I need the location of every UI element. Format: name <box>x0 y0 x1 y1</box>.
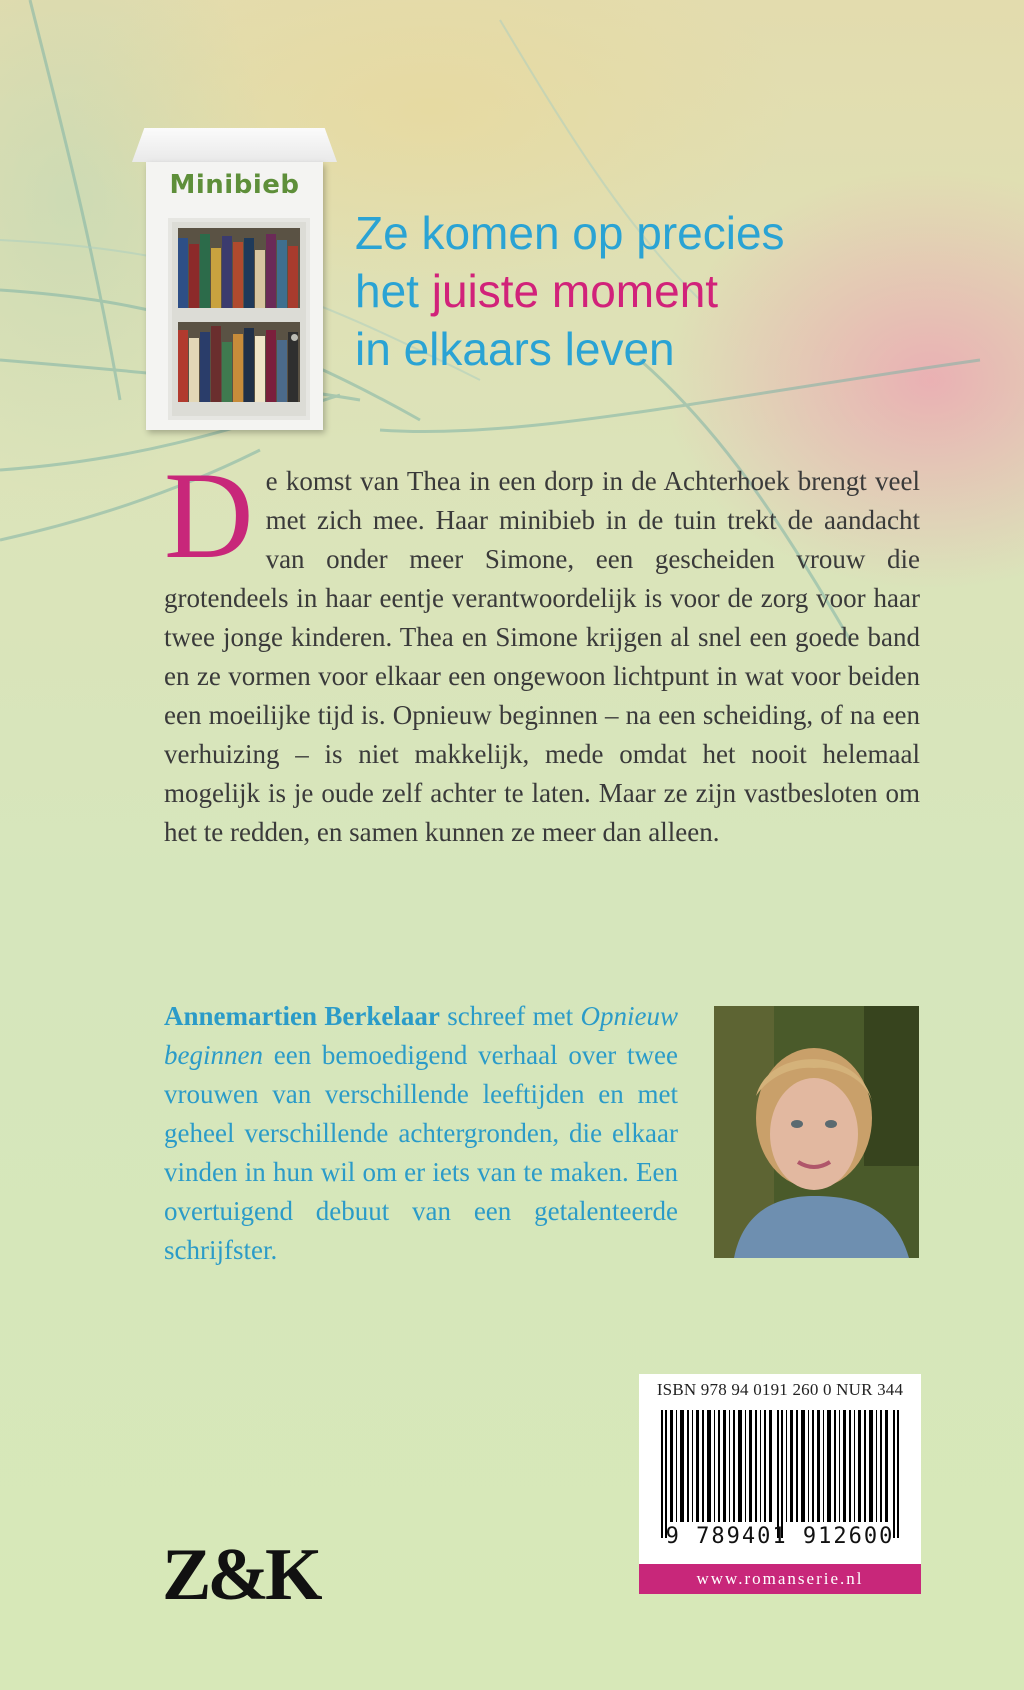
author-text-2: een bemoedigend verhaal over twee vrouwen van verschillende leeftijden en met geheel verschillende achtergronden, die elkaar vinden in hun wil om er iets van te maken. Een overtuigend debuut van een getalenteerde schrijfster. <box>164 1040 678 1265</box>
book-title: Opnieuw beginnen <box>164 1001 678 1070</box>
minibieb-cabinet-image <box>132 128 337 433</box>
website-link[interactable]: www.romanserie.nl <box>639 1564 921 1594</box>
book <box>200 234 210 308</box>
cabinet-knob <box>291 334 298 341</box>
headline-line-2-prefix: het <box>355 265 432 317</box>
book <box>211 248 221 308</box>
publisher-logo <box>162 1530 342 1620</box>
isbn-text: ISBN 978 94 0191 260 0 NUR 344 <box>656 1380 904 1399</box>
cover-headline <box>355 204 975 378</box>
book <box>255 250 265 308</box>
book-shelf-bottom <box>178 322 300 402</box>
blurb-paragraph <box>164 447 920 852</box>
book <box>178 238 188 308</box>
headline-highlight: juiste moment <box>431 265 719 317</box>
cabinet-door <box>168 218 310 420</box>
book <box>288 246 298 308</box>
drop-cap: D <box>164 447 254 584</box>
headline-line-3: in elkaars leven <box>355 323 675 375</box>
book <box>211 326 221 402</box>
book <box>288 332 298 402</box>
author-paragraph <box>164 997 678 1270</box>
barcode-box <box>639 1374 921 1594</box>
cabinet-roof <box>132 128 337 162</box>
book <box>178 330 188 402</box>
book <box>222 236 232 308</box>
book <box>200 332 210 402</box>
book <box>189 338 199 402</box>
book <box>266 234 276 308</box>
author-photo <box>714 1006 919 1258</box>
book <box>255 336 265 402</box>
blurb-text: e komst van Thea in een dorp in de Achterhoek brengt veel met zich mee. Haar minibieb in de tuin trekt de aandacht van onder meer Simone, een gescheiden vrouw die grotendeels in haar eentje verantwoordelijk is voor de zorg voor haar twee jonge kinderen. Thea en Simone krijgen al snel een goede band en ze vormen voor elkaar een ongewoon lichtpunt in wat voor beiden een moeilijke tijd is. Opnieuw beginnen – na een scheiding, of na een verhuizing – is niet makkelijk, mede omdat het nooit helemaal mogelijk is je oude zelf achter te laten. Maar ze zijn vastbesloten om het te redden, en samen kunnen ze meer dan alleen. <box>164 466 920 847</box>
book <box>266 330 276 402</box>
book <box>244 328 254 402</box>
headline-line-1: Ze komen op precies <box>355 207 785 259</box>
author-name: Annemartien Berkelaar <box>164 1001 440 1031</box>
book <box>233 242 243 308</box>
book <box>277 340 287 402</box>
book <box>222 342 232 402</box>
publisher-logo-text: Z&K <box>162 1534 319 1616</box>
author-portrait-illustration <box>714 1006 919 1258</box>
book <box>233 334 243 402</box>
barcode-digits: 9 789401 912600 <box>665 1524 895 1549</box>
book-shelf-top <box>178 228 300 308</box>
book <box>277 240 287 308</box>
barcode-image <box>657 1410 905 1538</box>
book <box>189 244 199 308</box>
book <box>244 238 254 308</box>
author-text-1: schreef met <box>439 1001 581 1031</box>
cabinet-label: Minibieb <box>169 170 300 200</box>
cabinet-body <box>146 162 323 430</box>
